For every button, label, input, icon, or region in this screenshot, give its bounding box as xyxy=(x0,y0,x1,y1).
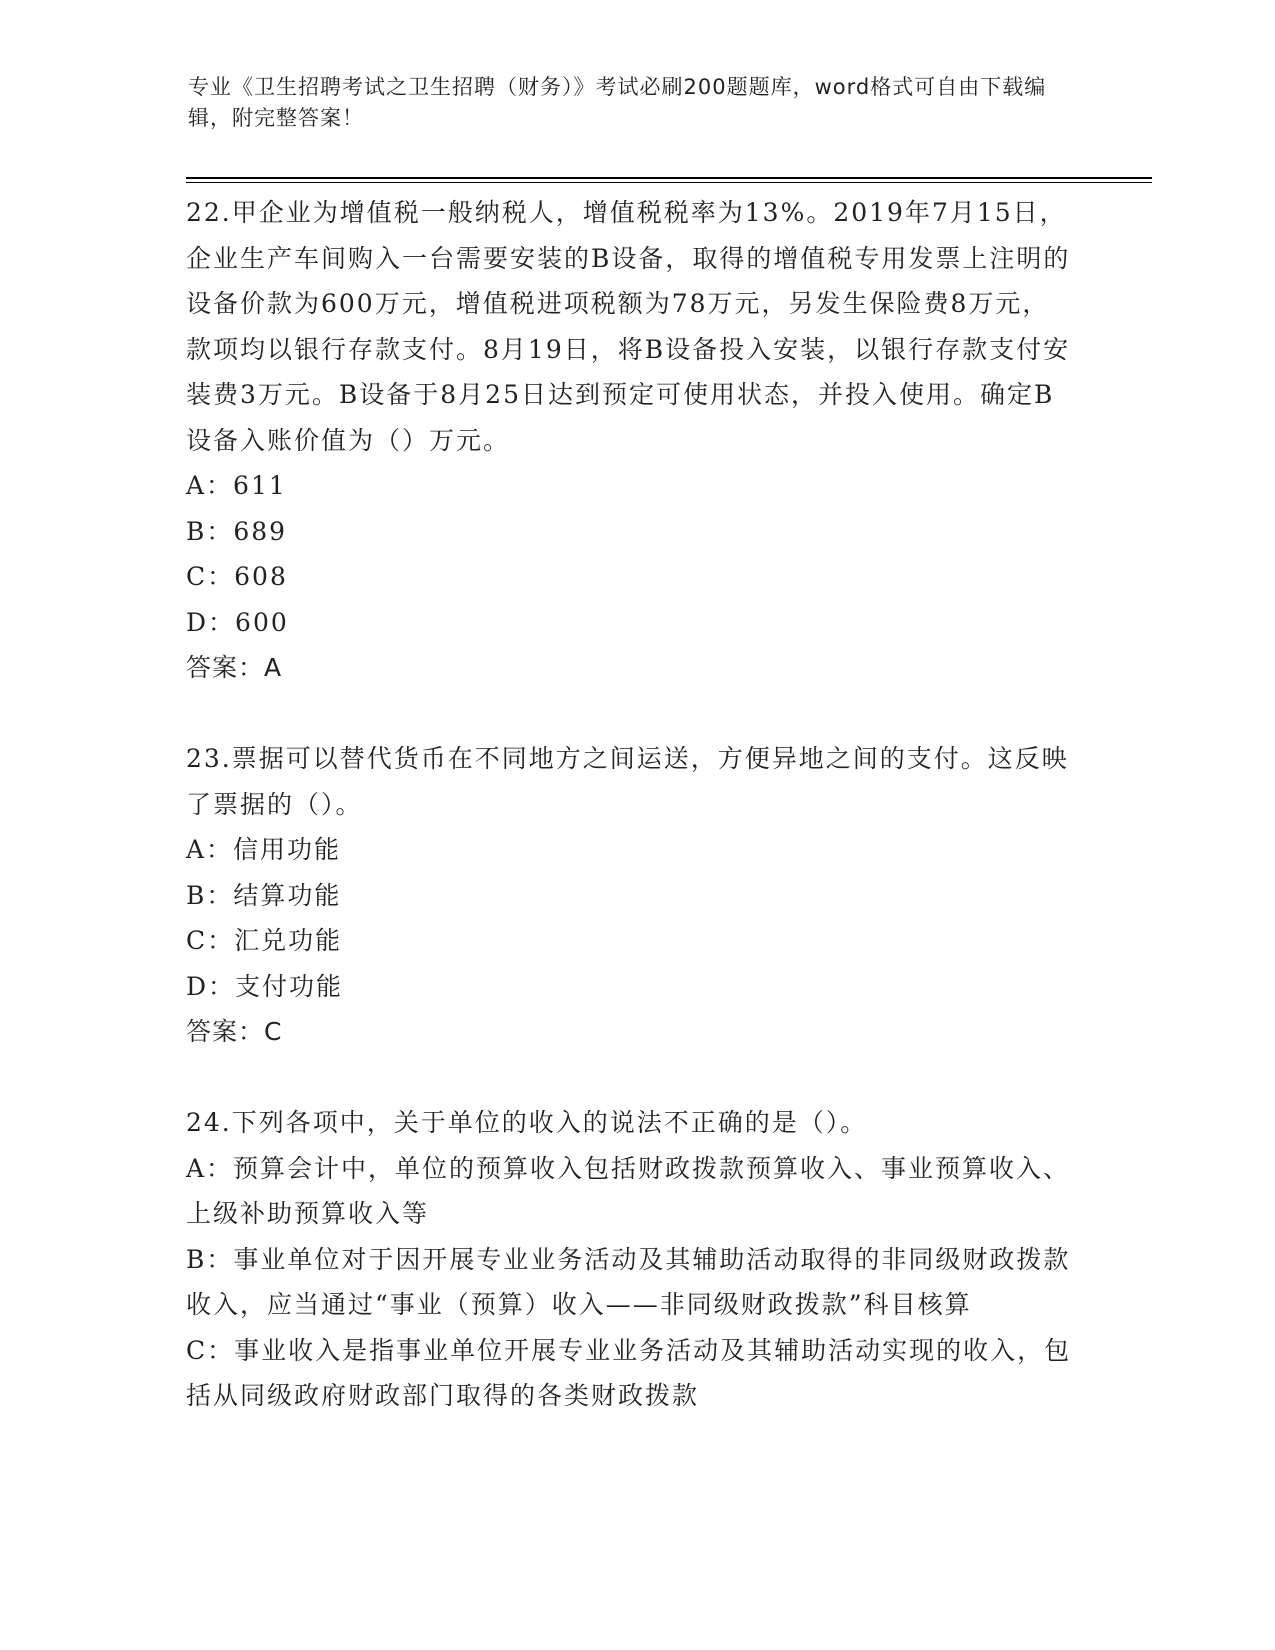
answer: 答案：A xyxy=(186,653,283,682)
question-list xyxy=(186,190,1076,1419)
option-c: C：汇兑功能 xyxy=(186,926,343,955)
option-b: B：结算功能 xyxy=(186,880,342,910)
question-stem: 24.下列各项中，关于单位的收入的说法不正确的是（）。 xyxy=(186,1108,868,1137)
option-a: A：预算会计中，单位的预算收入包括财政拨款预算收入、事业预算收入、上级补助预算收入等 xyxy=(186,1153,1071,1228)
header-rule-thin xyxy=(186,182,1152,183)
option-a: A：611 xyxy=(186,471,287,500)
header-rule-thick xyxy=(186,177,1152,179)
question-22 xyxy=(186,190,1076,691)
option-a: A：信用功能 xyxy=(186,835,342,864)
question-stem: 23.票据可以替代货币在不同地方之间运送，方便异地之间的支付。这反映了票据的（）。 xyxy=(186,744,1069,819)
question-gap xyxy=(186,691,1076,737)
option-c: C：608 xyxy=(186,562,288,591)
question-24 xyxy=(186,1100,1076,1419)
option-b: B：689 xyxy=(186,516,288,546)
option-c: C：事业收入是指事业单位开展专业业务活动及其辅助活动实现的收入，包括从同级政府财政部门取得的各类财政拨款 xyxy=(186,1335,1072,1410)
option-b: B：事业单位对于因开展专业业务活动及其辅助活动取得的非同级财政拨款收入，应当通过“事业（预算）收入——非同级财政拨款”科目核算 xyxy=(186,1244,1071,1319)
document-header: 专业《卫生招聘考试之卫生招聘（财务）》考试必刷200题题库，word格式可自由下载编辑，附完整答案！ xyxy=(188,75,1047,130)
option-d: D：600 xyxy=(186,607,289,637)
question-stem: 22.甲企业为增值税一般纳税人，增值税税率为13%。2019年7月15日，企业生产车间购入一台需要安装的B设备，取得的增值税专用发票上注明的设备价款为600万元，增值税进项税额为78万元，另发生保险费8万元，款项均以银行存款支付。8月19日，将B设备投入安装，以银行存款支付安装费3万元。B设备于8月25日达到预定可使用状态，并投入使用。确定B设备入账价值为（）万元。 xyxy=(186,198,1071,455)
question-gap xyxy=(186,1055,1076,1101)
question-23 xyxy=(186,736,1076,1055)
answer: 答案：C xyxy=(186,1017,283,1046)
option-d: D：支付功能 xyxy=(186,971,344,1001)
